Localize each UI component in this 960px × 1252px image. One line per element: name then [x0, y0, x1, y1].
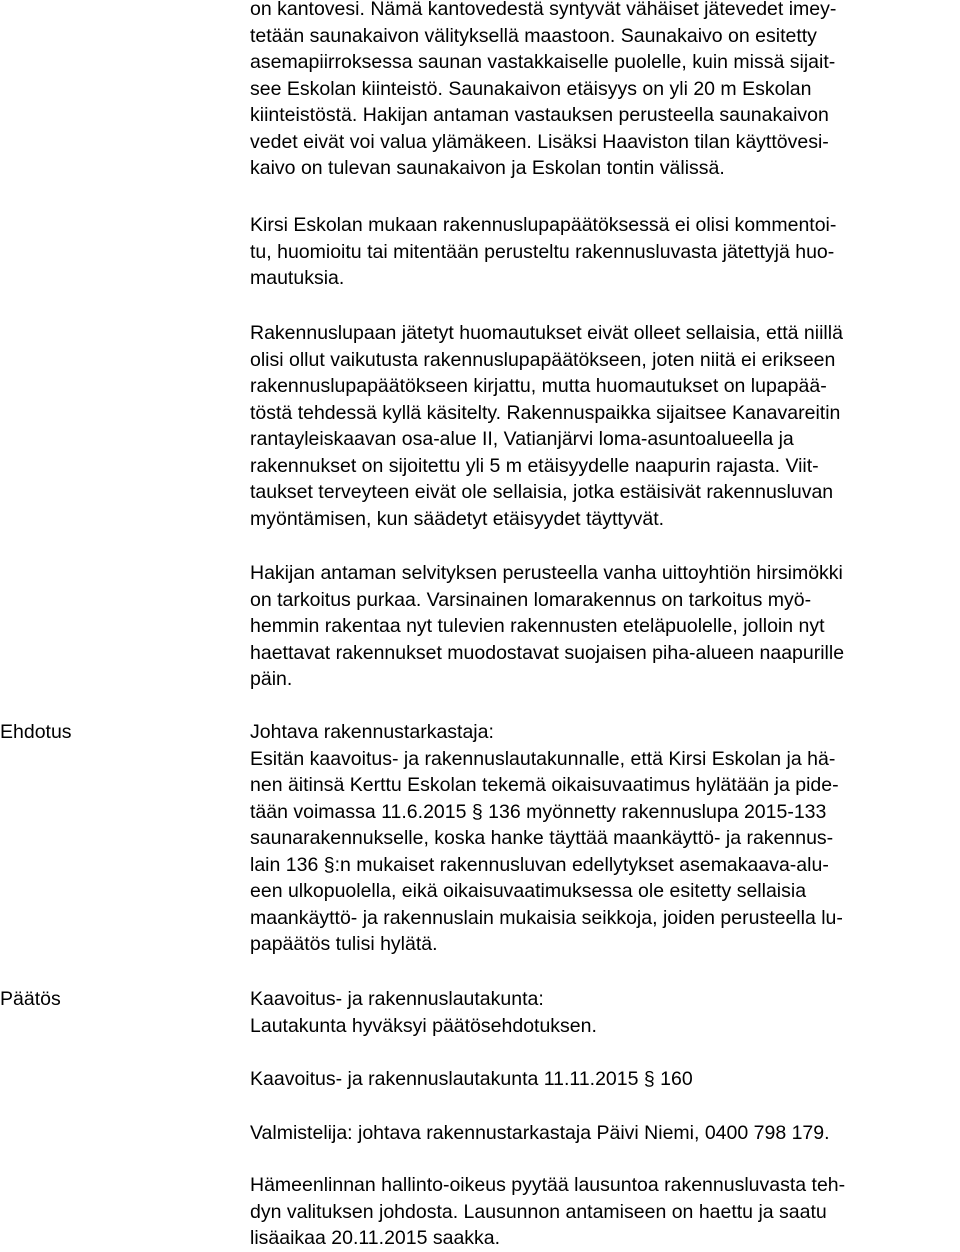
text-line: vedet eivät voi valua ylämäkeen. Lisäksi Haaviston tilan käyttövesi- — [250, 130, 829, 153]
text-line: tu, huomioitu tai mitentään perusteltu rakennusluvasta jätettyjä huo- — [250, 240, 835, 263]
paragraph-hallinto-oikeus — [250, 1172, 950, 1252]
text-line: lisäaikaa 20.11.2015 saakka. — [250, 1227, 501, 1249]
text-line: rakennuslupapäätökseen kirjattu, mutta huomautukset on lupapää- — [250, 375, 827, 397]
paragraph-ehdotus — [250, 719, 950, 958]
text-line: olisi ollut vaikutusta rakennuslupapäätökseen, joten niitä ei erikseen — [250, 348, 836, 371]
text-line: Lautakunta hyväksyi päätösehdotuksen. — [250, 1014, 597, 1037]
text-line: taukset terveyteen eivät ole sellaisia, jotka estäisivät rakennusluvan — [250, 481, 834, 503]
text-line: papäätös tulisi hylätä. — [250, 933, 438, 955]
side-label-ehdotus: Ehdotus — [0, 721, 72, 743]
text-line: nen äitinsä Kerttu Eskolan tekemä oikaisuvaatimus hylätään ja pide- — [250, 774, 839, 796]
text-line: töstä tehdessä kyllä käsitelty. Rakennuspaikka sijaitsee Kanavareitin — [250, 401, 841, 424]
text-line: saunarakennukselle, koska hanke täyttää maankäyttö- ja rakennus- — [250, 827, 834, 849]
text-line: see Eskolan kiinteistö. Saunakaivon etäisyys on yli 20 m Eskolan — [250, 77, 812, 100]
text-line: Hämeenlinnan hallinto-oikeus pyytää lausuntoa rakennusluvasta teh- — [250, 1174, 846, 1196]
text-line: haettavat rakennukset muodostavat suojaisen piha-alueen naapurille — [250, 641, 845, 664]
text-line: Johtava rakennustarkastaja: — [250, 721, 494, 743]
paragraph-kirsi-eskola-objection — [250, 212, 950, 292]
text-line: tään voimassa 11.6.2015 § 136 myönnetty rakennuslupa 2015-133 — [250, 800, 827, 823]
text-line: kiinteistöstä. Hakijan antaman vastauksen perusteella saunakaivon — [250, 104, 829, 126]
text-line: myöntämisen, kun säädetyt etäisyydet täyttyvät. — [250, 507, 665, 530]
text-line: lain 136 §:n mukaiset rakennusluvan edellytykset asemakaava-alu- — [250, 853, 829, 876]
text-line: Kaavoitus- ja rakennuslautakunta 11.11.2015 § 160 — [250, 1068, 693, 1090]
text-line: on tarkoitus purkaa. Varsinainen lomarakennus on tarkoitus myö- — [250, 588, 812, 611]
paragraph-hirsimokki — [250, 560, 950, 693]
paragraph-saunakaivo — [250, 0, 950, 182]
text-line: kaivo on tulevan saunakaivon ja Eskolan tontin välissä. — [250, 157, 725, 179]
text-line: mautuksia. — [250, 267, 345, 289]
text-line: rakennukset on sijoitettu yli 5 m etäisyydelle naapurin rajasta. Viit- — [250, 454, 819, 477]
paragraph-huomautukset — [250, 320, 950, 532]
text-line: Hakijan antaman selvityksen perusteella vanha uittoyhtiön hirsimökki — [250, 562, 843, 584]
paragraph-paatos — [250, 986, 950, 1039]
paragraph-meeting-reference — [250, 1066, 950, 1093]
text-line: Kaavoitus- ja rakennuslautakunta: — [250, 988, 544, 1010]
text-line: päin. — [250, 668, 293, 690]
text-line: on kantovesi. Nämä kantovedestä syntyvät vähäiset jätevedet imey- — [250, 0, 837, 20]
text-line: dyn valituksen johdosta. Lausunnon antamiseen on haettu ja saatu — [250, 1200, 827, 1223]
text-line: rantayleiskaavan osa-alue II, Vatianjärvi loma-asuntoalueella ja — [250, 428, 794, 450]
text-line: een ulkopuolella, eikä oikaisuvaatimuksessa ole esitetty sellaisia — [250, 880, 807, 902]
text-line: asemapiirroksessa saunan vastakkaiselle puolelle, kuin missä sijait- — [250, 51, 836, 73]
text-line: tetään saunakaivon välityksellä maastoon. Saunakaivo on esitetty — [250, 24, 817, 47]
text-line: Rakennuslupaan jätetyt huomautukset eivät olleet sellaisia, että niillä — [250, 322, 843, 344]
text-line: maankäyttö- ja rakennuslain mukaisia seikkoja, joiden perusteella lu- — [250, 906, 843, 929]
paragraph-valmistelija — [250, 1120, 950, 1147]
side-label-paatos: Päätös — [0, 988, 61, 1010]
text-line: Kirsi Eskolan mukaan rakennuslupapäätöksessä ei olisi kommentoi- — [250, 214, 837, 236]
text-line: hemmin rakentaa nyt tulevien rakennusten eteläpuolelle, jolloin nyt — [250, 615, 825, 637]
text-line: Esitän kaavoitus- ja rakennuslautakunnalle, että Kirsi Eskolan ja hä- — [250, 747, 836, 770]
text-line: Valmistelija: johtava rakennustarkastaja Päivi Niemi, 0400 798 179. — [250, 1122, 830, 1144]
